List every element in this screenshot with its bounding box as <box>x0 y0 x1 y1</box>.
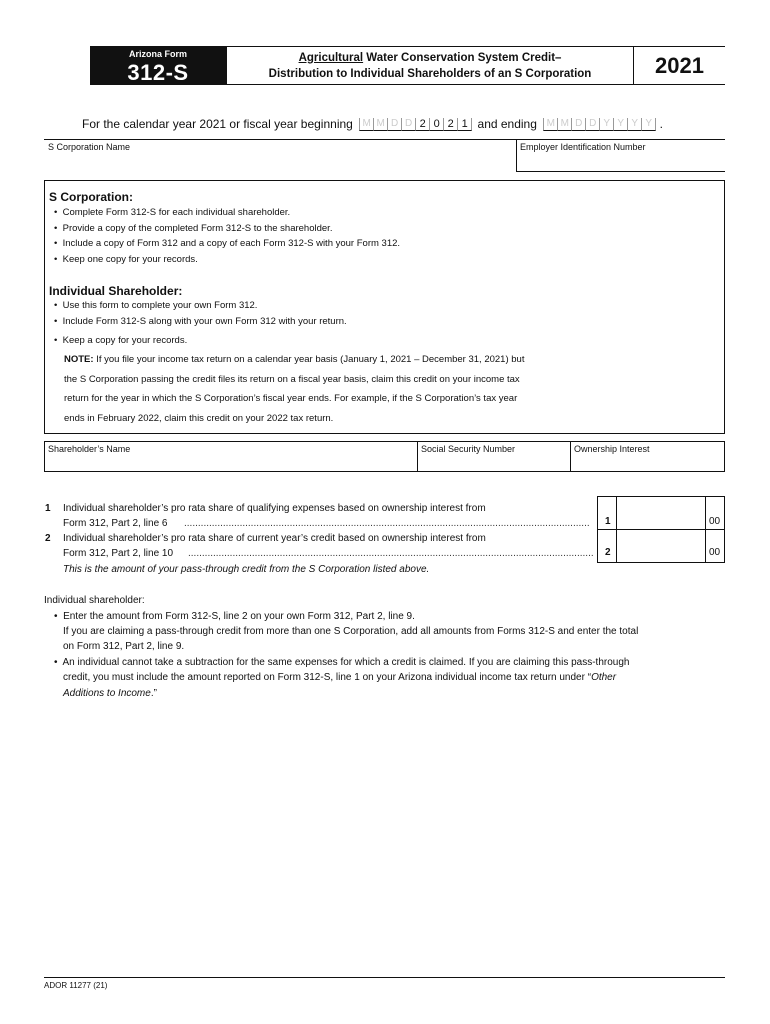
bottom-bullet-2-line3-end: .” <box>150 688 157 699</box>
end-month-1: M <box>543 118 557 131</box>
bottom-bullet-1-line3: on Form 312, Part 2, line 9. <box>63 641 185 652</box>
s-corp-heading: S Corporation: <box>49 190 133 204</box>
line-1-ref: Form 312, Part 2, line 6 <box>63 518 168 529</box>
s-corp-bullet-1: • Complete Form 312-S for each individual shareholder. <box>54 207 291 218</box>
bottom-bullet-2-line3 <box>63 688 157 699</box>
shareholder-bullet-3-text: Keep a copy for your records. <box>62 335 188 346</box>
ein-label: Employer Identification Number <box>520 142 646 152</box>
note-line-3: return for the year in which the S Corporation’s fiscal year ends. For example, if the S Corporation’s tax year <box>64 393 518 404</box>
end-year-1: Y <box>599 118 613 131</box>
begin-year-1: 2 <box>415 118 429 131</box>
line-1-text: Individual shareholder’s pro rata share of qualifying expenses based on ownership interest from <box>63 503 486 514</box>
s-corp-bullet-3-text: Include a copy of Form 312 and a copy of each Form 312-S with your Form 312. <box>62 238 401 249</box>
begin-year-2: 0 <box>429 118 443 131</box>
end-year-4: Y <box>641 118 656 131</box>
ownership-input[interactable] <box>570 441 725 472</box>
bottom-bullet-2: • An individual cannot take a subtraction for the same expenses for which a credit is claimed. If you are claiming this pass-through <box>54 657 630 668</box>
title-line1-rest: Water Conservation System Credit– <box>363 52 562 64</box>
shareholder-heading: Individual Shareholder: <box>49 284 183 298</box>
note-line-1 <box>64 354 524 365</box>
line-1-cents: 00 <box>709 516 721 527</box>
bottom-bullet-2-line3-italic: Additions to Income <box>63 688 151 699</box>
form-code: ADOR 11277 (21) <box>44 981 108 990</box>
line-2-note: This is the amount of your pass-through credit from the S Corporation listed above. <box>63 564 430 575</box>
ssn-input[interactable] <box>417 441 570 472</box>
form-number-block <box>90 46 226 84</box>
s-corp-name-input[interactable] <box>44 139 516 171</box>
begin-month-1: M <box>359 118 373 131</box>
s-corp-bullet-2-text: Provide a copy of the completed Form 312-S to the shareholder. <box>62 223 333 234</box>
ein-input[interactable] <box>516 139 725 171</box>
line-2-rule <box>597 562 725 563</box>
line-2-number: 2 <box>45 533 51 544</box>
ssn-label: Social Security Number <box>421 444 516 454</box>
end-date-field[interactable] <box>543 117 659 131</box>
shareholder-bullet-3: • Keep a copy for your records. <box>54 335 188 346</box>
begin-day-2: D <box>401 118 415 131</box>
bottom-bullet-2-line2 <box>63 672 616 683</box>
begin-month-2: M <box>373 118 387 131</box>
s-corp-bullet-4: • Keep one copy for your records. <box>54 254 198 265</box>
begin-date-field[interactable] <box>359 117 475 131</box>
s-corp-bullet-1-text: Complete Form 312-S for each individual shareholder. <box>62 207 291 218</box>
form-label: Arizona Form <box>128 49 187 59</box>
bottom-heading: Individual shareholder: <box>44 595 145 606</box>
bottom-bullet-2-line2-italic: Other <box>591 672 617 683</box>
form-title-line1 <box>226 52 634 64</box>
bottom-bullet-1-line2: If you are claiming a pass-through credit from more than one S Corporation, add all amounts from Forms 312-S and enter the total <box>63 626 639 637</box>
shareholder-name-label: Shareholder’s Name <box>48 444 131 454</box>
shareholder-bullet-2-text: Include Form 312-S along with your own Form 312 with your return. <box>62 316 347 327</box>
begin-day-1: D <box>387 118 401 131</box>
period-text-before: For the calendar year 2021 or fiscal year beginning <box>82 117 353 131</box>
form-title-line2: Distribution to Individual Shareholders of an S Corporation <box>268 68 592 80</box>
bottom-bullet-2-line2-text: credit, you must include the amount reported on Form 312-S, line 1 on your Arizona individual income tax return under “ <box>63 672 592 683</box>
line-2-text: Individual shareholder’s pro rata share of current year’s credit based on ownership interest from <box>63 533 486 544</box>
shareholder-bullet-2: • Include Form 312-S along with your own Form 312 with your return. <box>54 316 347 327</box>
ownership-label: Ownership Interest <box>574 444 650 454</box>
note-line-2: the S Corporation passing the credit files its return on a fiscal year basis, claim this credit on your income tax <box>64 374 520 385</box>
end-day-2: D <box>585 118 599 131</box>
note-label: NOTE: <box>64 354 94 365</box>
shareholder-bullet-1-text: Use this form to complete your own Form 312. <box>62 300 258 311</box>
form-number: 312-S <box>127 60 189 85</box>
ein-bottom-rule <box>516 171 725 172</box>
s-corp-bullet-3: • Include a copy of Form 312 and a copy of each Form 312-S with your Form 312. <box>54 238 401 249</box>
note-line-4: ends in February 2022, claim this credit on your 2022 tax return. <box>64 413 334 424</box>
bottom-bullet-1-line1: Enter the amount from Form 312-S, line 2 on your own Form 312, Part 2, line 9. <box>63 611 415 622</box>
footer-rule <box>44 977 725 978</box>
s-corp-bullet-4-text: Keep one copy for your records. <box>62 254 198 265</box>
end-month-2: M <box>557 118 571 131</box>
line-2-leader: .................................................................................................................................................. <box>188 548 594 559</box>
line-2-ref: Form 312, Part 2, line 10 <box>63 548 174 559</box>
end-day-1: D <box>571 118 585 131</box>
line-1-box-label: 1 <box>605 516 611 527</box>
period-line <box>82 117 663 131</box>
line-2-box-label: 2 <box>605 547 611 558</box>
s-corp-name-label: S Corporation Name <box>48 142 131 152</box>
tax-year: 2021 <box>655 53 704 78</box>
s-corp-bullet-2: • Provide a copy of the completed Form 312-S to the shareholder. <box>54 223 333 234</box>
begin-year-4: 1 <box>457 118 472 131</box>
end-year-2: Y <box>613 118 627 131</box>
shareholder-bullet-1: • Use this form to complete your own Form 312. <box>54 300 258 311</box>
end-year-3: Y <box>627 118 641 131</box>
shareholder-name-input[interactable] <box>44 441 417 472</box>
line-1-leader: .................................................................................................................................................. <box>184 518 590 529</box>
bottom-bullet-2-line1: An individual cannot take a subtraction for the same expenses for which a credit is claimed. If you are claiming this pass-through <box>62 657 630 668</box>
begin-year-3: 2 <box>443 118 457 131</box>
title-underlined-word: Agricultural <box>298 52 364 64</box>
line-1-amount-input[interactable] <box>617 497 705 529</box>
bottom-bullet-1: • Enter the amount from Form 312-S, line 2 on your own Form 312, Part 2, line 9. <box>54 611 415 622</box>
line-2-cents: 00 <box>709 547 721 558</box>
note-line-1-text: If you file your income tax return on a calendar year basis (January 1, 2021 – December 31, 2021) but <box>93 354 525 365</box>
period-text-middle: and ending <box>477 117 537 131</box>
period-text-after: . <box>659 117 663 131</box>
line-1-number: 1 <box>45 503 51 514</box>
line-2-amount-input[interactable] <box>617 530 705 562</box>
